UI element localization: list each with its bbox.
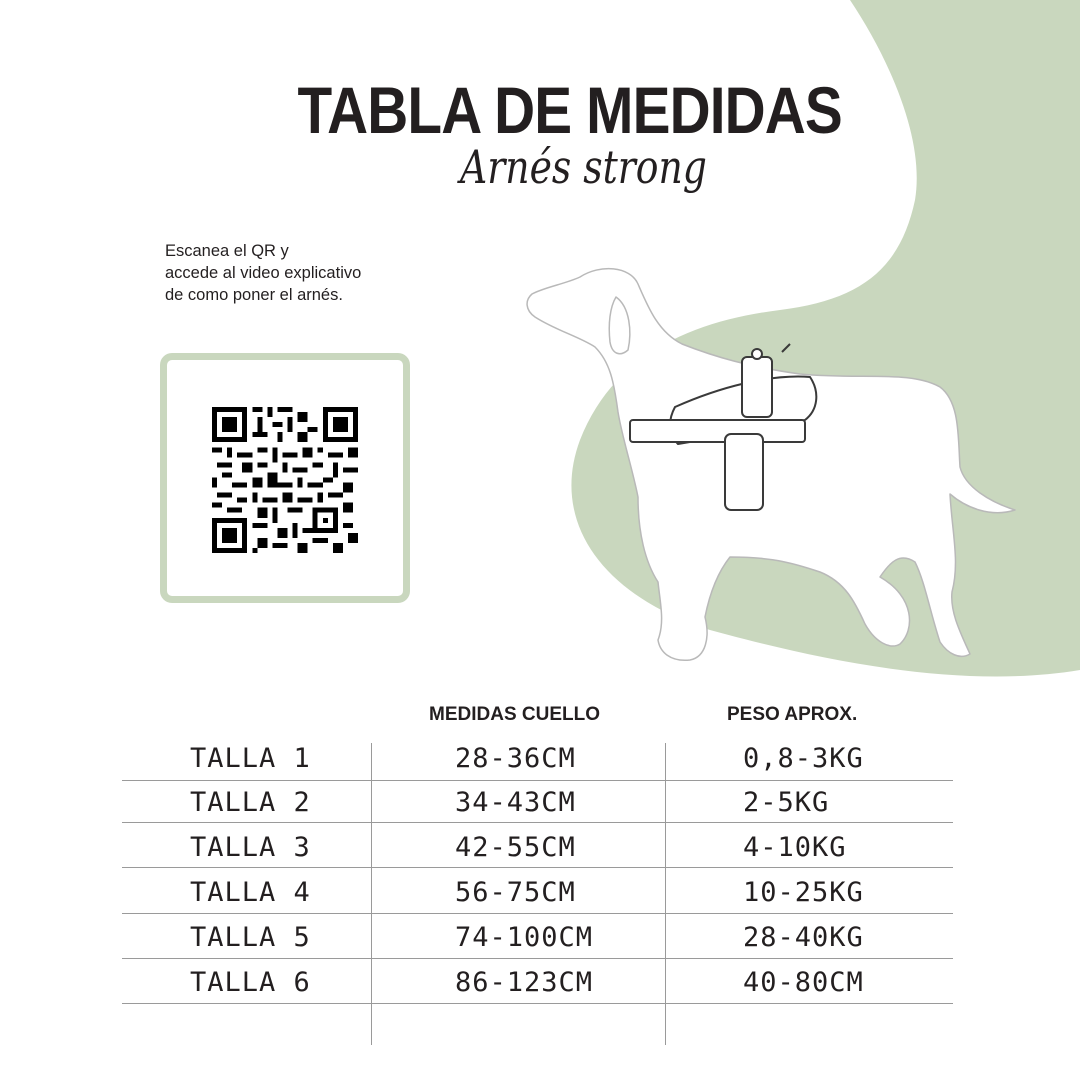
column-divider (665, 743, 666, 1045)
dog-harness-illustration (520, 262, 1030, 667)
qr-frame (160, 353, 410, 603)
header-neck: MEDIDAS CUELLO (429, 704, 600, 725)
weight-cell: 28-40KG (743, 922, 864, 953)
table-row (0, 967, 1080, 1011)
weight-cell: 0,8-3KG (743, 743, 864, 774)
qr-instructions-line: accede al video explicativo (165, 264, 362, 282)
row-divider (122, 822, 953, 823)
weight-cell: 4-10KG (743, 832, 847, 863)
table-row (0, 922, 1080, 966)
neck-cell: 56-75CM (455, 877, 576, 908)
table-row (0, 877, 1080, 921)
row-divider (122, 913, 953, 914)
size-cell: TALLA 4 (190, 877, 311, 908)
weight-cell: 40-80CM (743, 967, 864, 998)
row-divider (122, 958, 953, 959)
weight-cell: 2-5KG (743, 787, 830, 818)
size-cell: TALLA 2 (190, 787, 311, 818)
weight-cell: 10-25KG (743, 877, 864, 908)
table-row (0, 832, 1080, 876)
qr-instructions-line: Escanea el QR y (165, 242, 289, 260)
row-divider (122, 867, 953, 868)
table-row (0, 787, 1080, 831)
qr-instructions (165, 240, 425, 306)
size-cell: TALLA 5 (190, 922, 311, 953)
column-divider (371, 743, 372, 1045)
size-cell: TALLA 3 (190, 832, 311, 863)
size-cell: TALLA 1 (190, 743, 311, 774)
neck-cell: 74-100CM (455, 922, 594, 953)
qr-code-icon[interactable] (212, 407, 358, 553)
row-divider (122, 780, 953, 781)
size-cell: TALLA 6 (190, 967, 311, 998)
neck-cell: 28-36CM (455, 743, 576, 774)
header-weight: PESO APROX. (727, 704, 858, 725)
qr-instructions-line: de como poner el arnés. (165, 286, 343, 304)
neck-cell: 42-55CM (455, 832, 576, 863)
page-title: TABLA DE MEDIDAS (297, 73, 842, 147)
neck-cell: 34-43CM (455, 787, 576, 818)
page-subtitle: Arnés strong (460, 140, 707, 194)
row-divider (122, 1003, 953, 1004)
neck-cell: 86-123CM (455, 967, 594, 998)
